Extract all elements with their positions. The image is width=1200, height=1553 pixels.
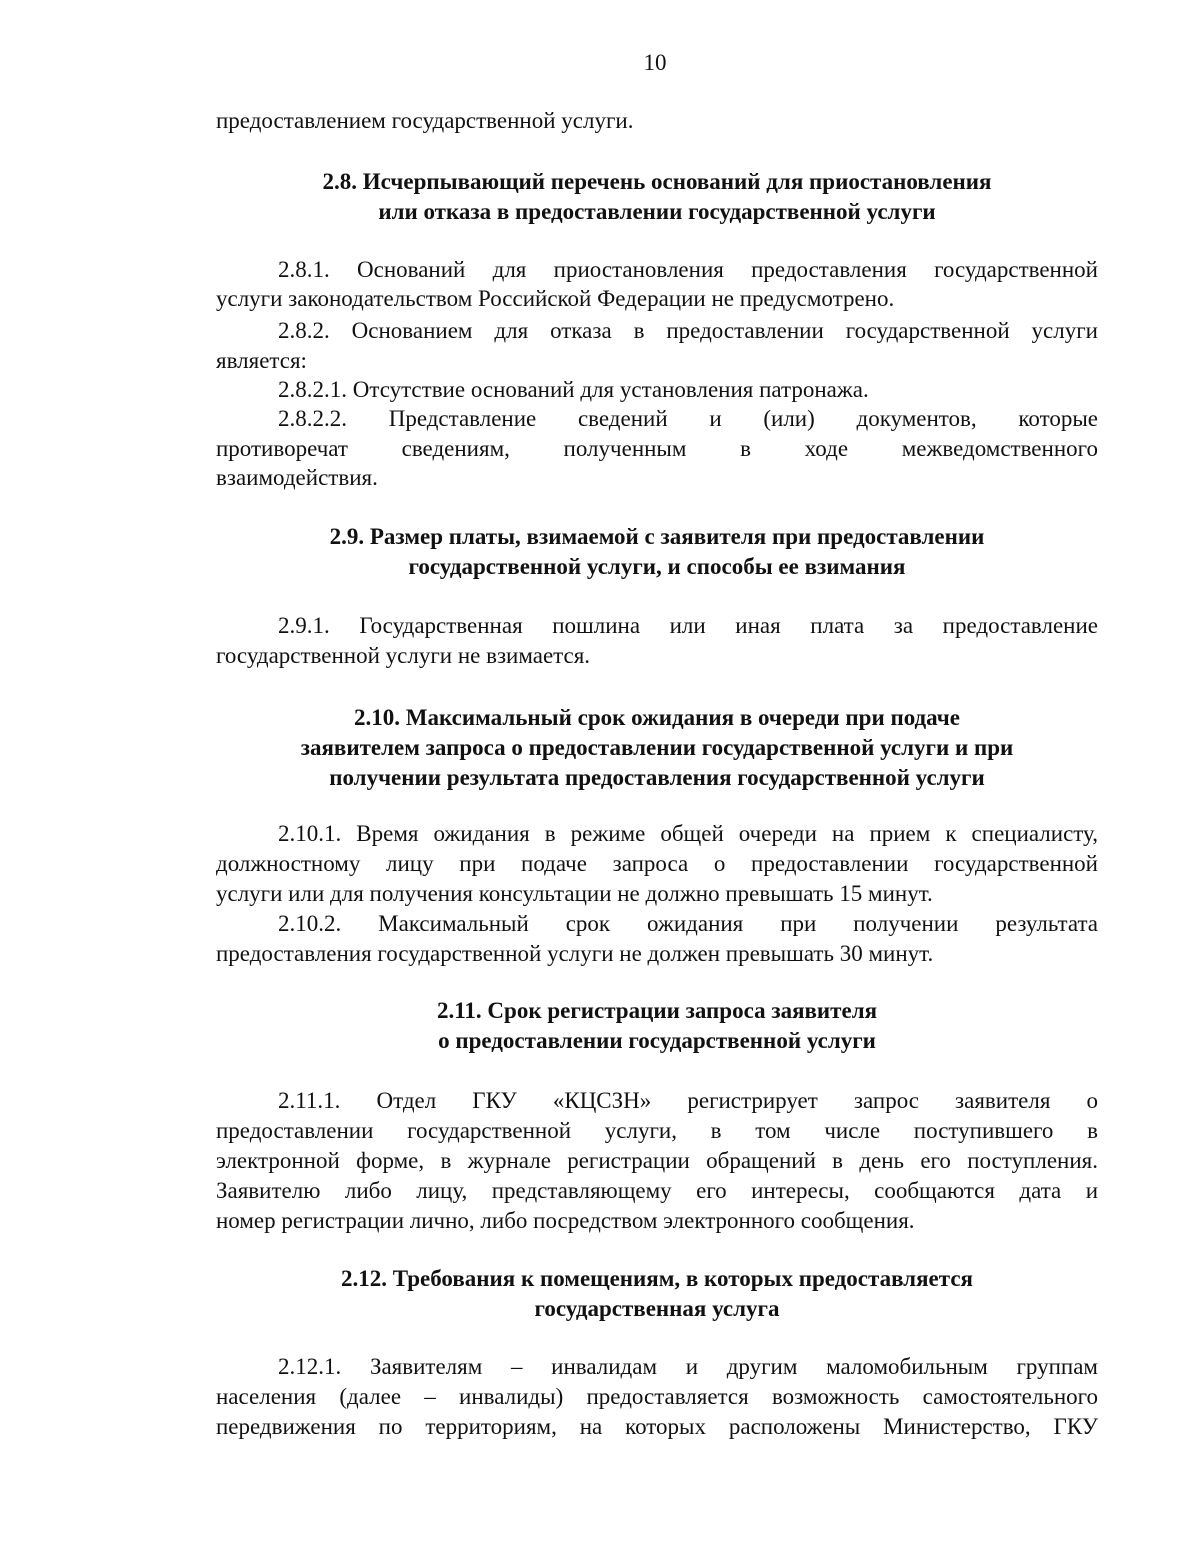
paragraph-2-8-1-line-2: услуги законодательством Российской Федерации не предусмотрено.: [216, 286, 895, 311]
paragraph-2-11-1-line-2: предоставлении государственной услуги, в том числе поступившего в: [216, 1118, 1098, 1143]
paragraph-2-8-2-2-line-1: 2.8.2.2. Представление сведений и (или) документов, которые: [278, 406, 1098, 431]
heading-2-10-line-2: заявителем запроса о предоставлении государственной услуги и при: [300, 735, 1014, 760]
heading-2-12-line-1: 2.12. Требования к помещениям, в которых предоставляется: [341, 1266, 973, 1291]
heading-2-10-line-3: получении результата предоставления государственной услуги: [329, 765, 985, 790]
paragraph-2-8-2-2-line-3: взаимодействия.: [216, 465, 378, 490]
paragraph-2-9-1-line-1: 2.9.1. Государственная пошлина или иная плата за предоставление: [278, 613, 1098, 638]
paragraph-2-9-1-line-2: государственной услуги не взимается.: [216, 643, 591, 668]
paragraph-2-10-2-line-1: 2.10.2. Максимальный срок ожидания при получении результата: [278, 911, 1098, 936]
paragraph-2-10-1-line-1: 2.10.1. Время ожидания в режиме общей очереди на прием к специалисту,: [278, 821, 1098, 846]
heading-2-9-line-2: государственной услуги, и способы ее взимания: [408, 554, 906, 579]
paragraph-2-11-1-line-1: 2.11.1. Отдел ГКУ «КЦСЗН» регистрирует запрос заявителя о: [278, 1088, 1098, 1113]
paragraph-2-10-1-line-3: услуги или для получения консультации не должно превышать 15 минут.: [216, 881, 933, 906]
paragraph-2-11-1-line-3: электронной форме, в журнале регистрации обращений в день его поступления.: [216, 1148, 1098, 1173]
paragraph-2-8-2-2-line-2: противоречат сведениям, полученным в ходе межведомственного: [216, 436, 1098, 461]
paragraph-2-8-2-line-2: является:: [216, 348, 307, 373]
paragraph-continuation: предоставлением государственной услуги.: [216, 108, 634, 133]
heading-2-8-line-1: 2.8. Исчерпывающий перечень оснований для приостановления: [322, 169, 992, 194]
heading-2-12-line-2: государственная услуга: [534, 1296, 780, 1321]
paragraph-2-8-2-line-1: 2.8.2. Основанием для отказа в предоставлении государственной услуги: [278, 318, 1098, 343]
paragraph-2-10-1-line-2: должностному лицу при подаче запроса о предоставлении государственной: [216, 851, 1098, 876]
paragraph-2-11-1-line-4: Заявителю либо лицу, представляющему его интересы, сообщаются дата и: [216, 1178, 1098, 1203]
page-number: 10: [643, 50, 667, 75]
heading-2-9-line-1: 2.9. Размер платы, взимаемой с заявителя при предоставлении: [329, 524, 985, 549]
heading-2-8-line-2: или отказа в предоставлении государственной услуги: [378, 199, 936, 224]
paragraph-2-12-1-line-1: 2.12.1. Заявителям – инвалидам и другим маломобильным группам: [278, 1354, 1098, 1379]
paragraph-2-8-2-1: 2.8.2.1. Отсутствие оснований для установления патронажа.: [278, 377, 869, 402]
paragraph-2-12-1-line-2: населения (далее – инвалиды) предоставляется возможность самостоятельного: [216, 1384, 1098, 1409]
paragraph-2-11-1-line-5: номер регистрации лично, либо посредством электронного сообщения.: [216, 1208, 915, 1233]
heading-2-11-line-1: 2.11. Срок регистрации запроса заявителя: [436, 998, 878, 1023]
heading-2-10-line-1: 2.10. Максимальный срок ожидания в очереди при подаче: [354, 705, 960, 730]
paragraph-2-8-1-line-1: 2.8.1. Оснований для приостановления предоставления государственной: [278, 257, 1098, 282]
paragraph-2-12-1-line-3: передвижения по территориям, на которых расположены Министерство, ГКУ: [216, 1414, 1098, 1439]
paragraph-2-10-2-line-2: предоставления государственной услуги не должен превышать 30 минут.: [216, 941, 934, 966]
heading-2-11-line-2: о предоставлении государственной услуги: [438, 1028, 876, 1053]
